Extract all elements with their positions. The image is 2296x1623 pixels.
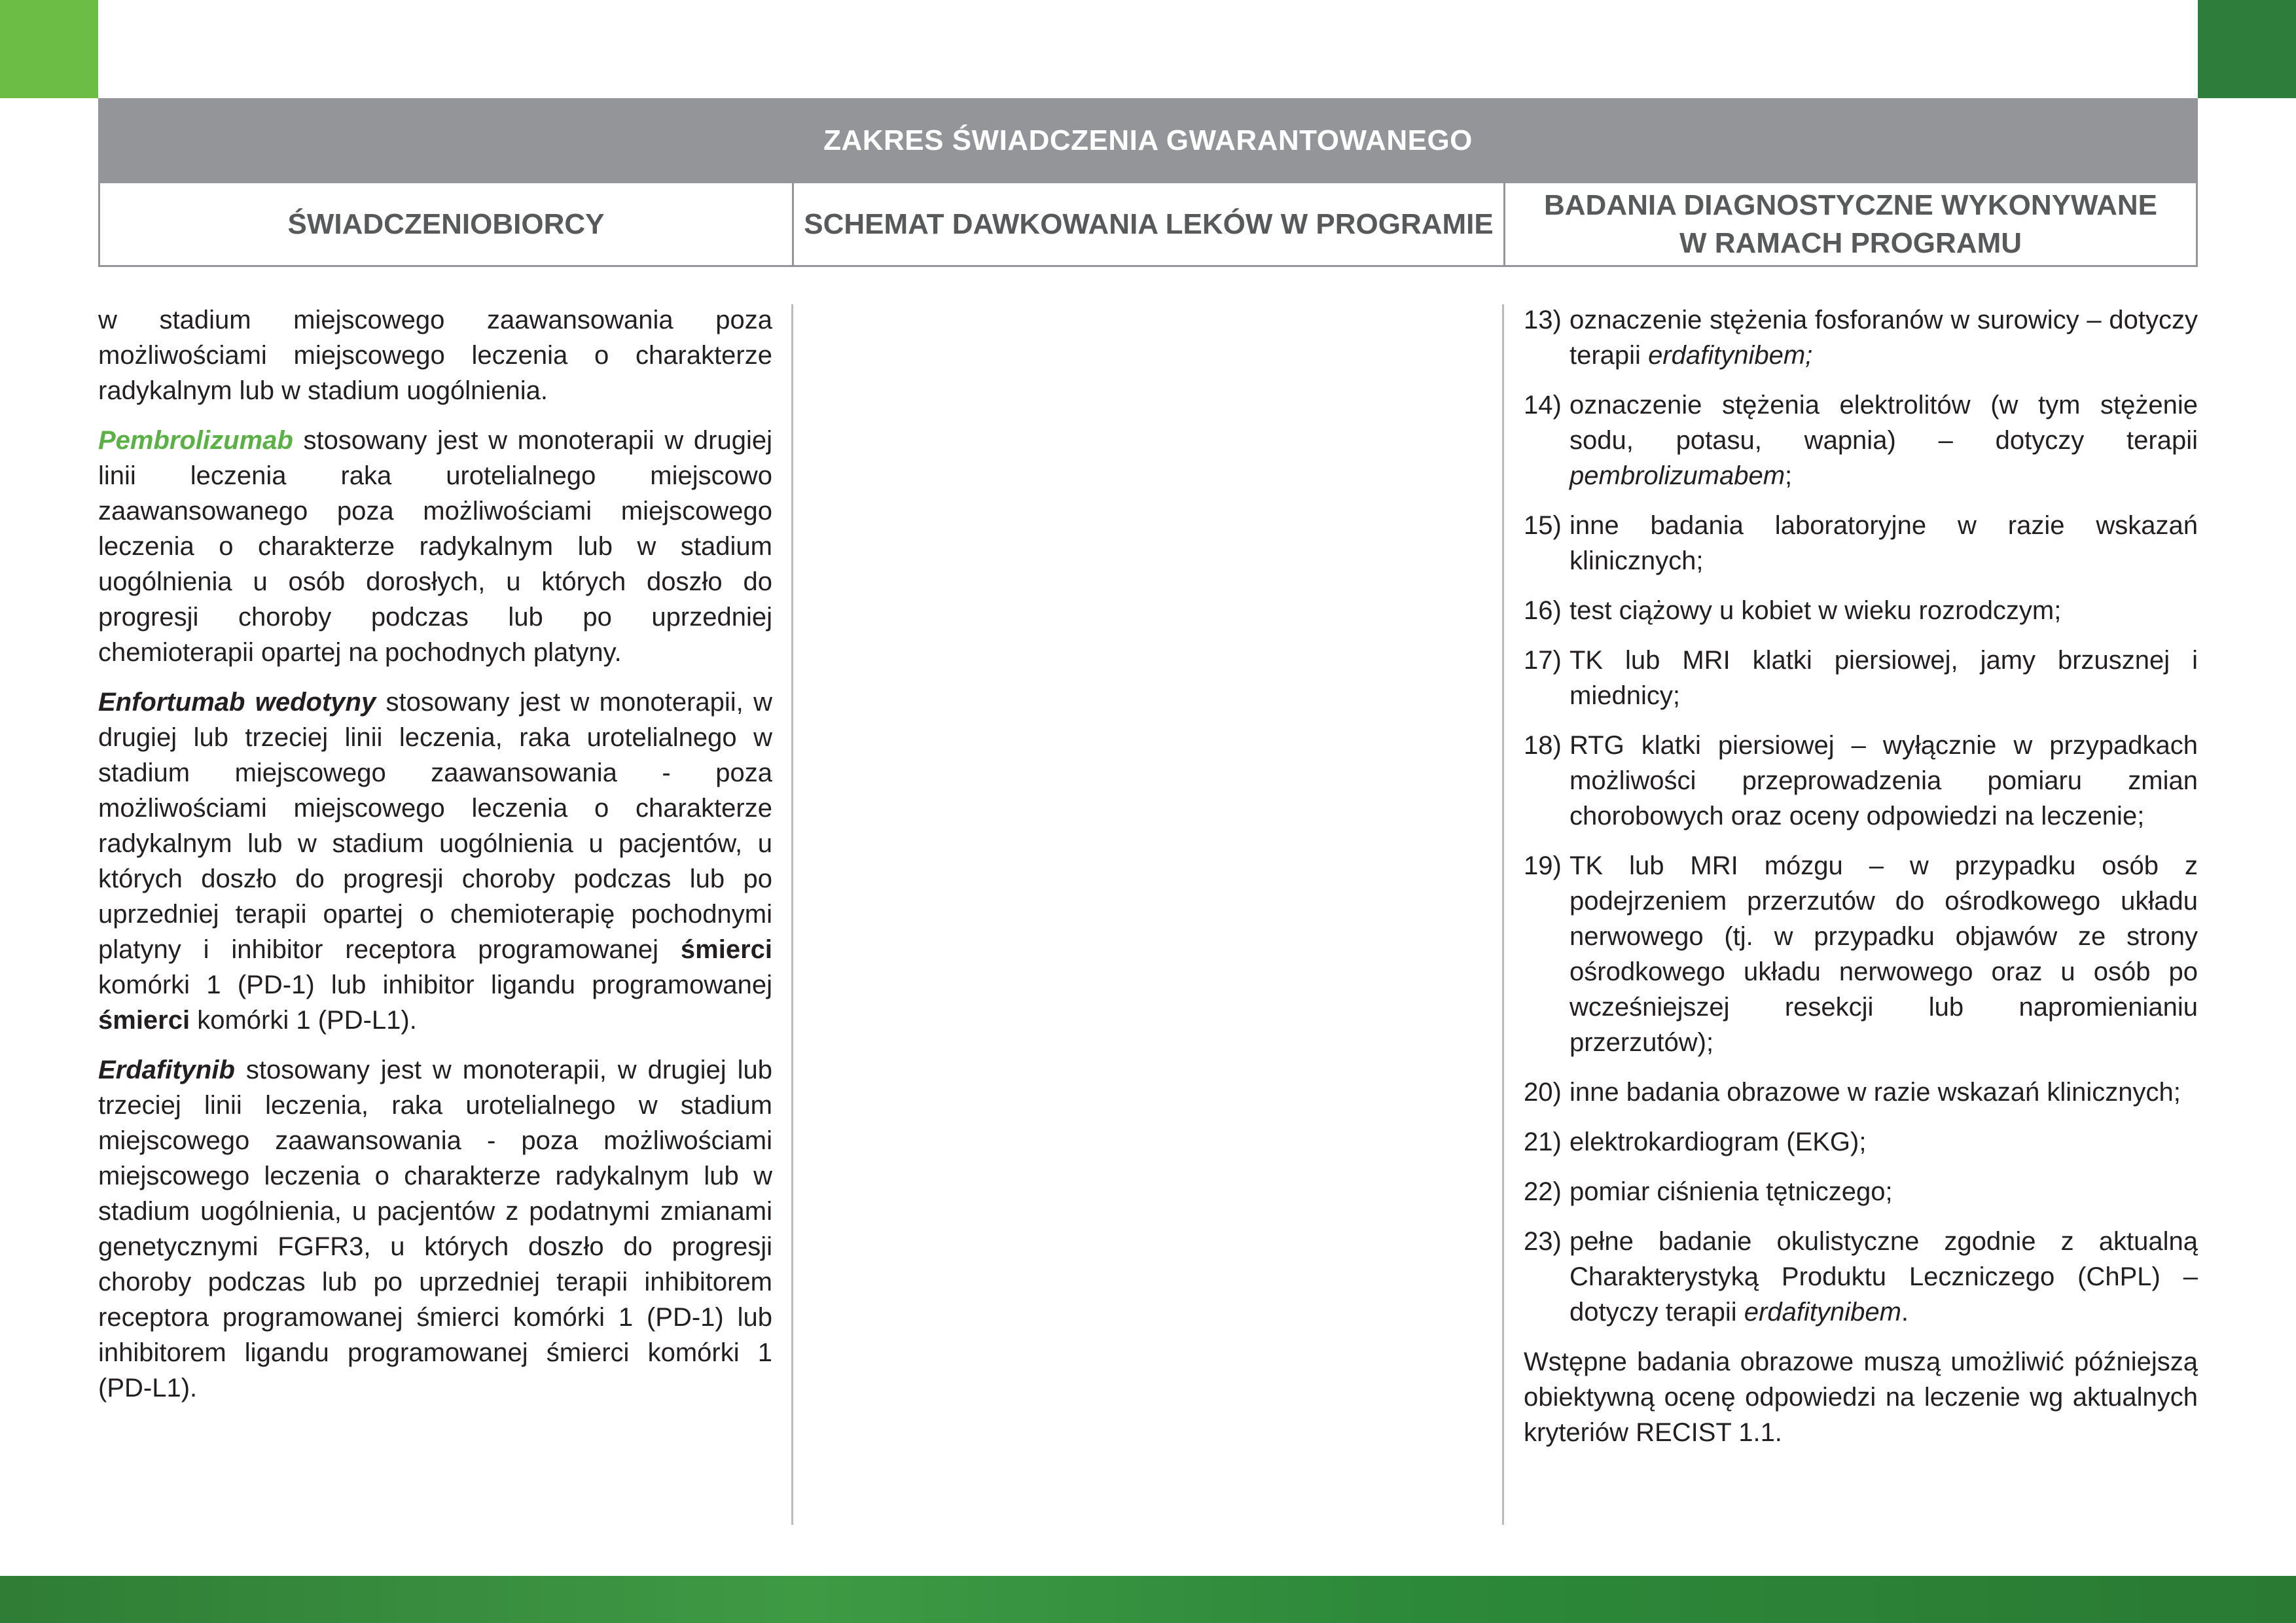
list-number: 14) bbox=[1524, 391, 1562, 419]
list-text: elektrokardiogram (EKG); bbox=[1570, 1128, 1867, 1156]
list-item bbox=[1524, 1124, 2198, 1160]
list-italic: erdafitynibem; bbox=[1648, 341, 1813, 370]
list-text: inne badania laboratoryjne w razie wskazań klinicznych; bbox=[1570, 511, 2198, 575]
list-item bbox=[1524, 508, 2198, 579]
column-headers bbox=[98, 183, 2198, 267]
drug-name-pembrolizumab: Pembrolizumab bbox=[98, 426, 293, 455]
list-item bbox=[1524, 302, 2198, 373]
list-text: inne badania obrazowe w razie wskazań klinicznych; bbox=[1570, 1078, 2181, 1107]
list-text: TK lub MRI mózgu – w przypadku osób z podejrzeniem przerzutów do ośrodkowego układu nerwowego (tj. w przypadku objawów ze strony ośrodkowego układu nerwowego oraz u osób po wcześniejszej resekcji lub napromienianiu przerzutów); bbox=[1570, 851, 2198, 1057]
list-item bbox=[1524, 1174, 2198, 1209]
list-text: pomiar ciśnienia tętniczego; bbox=[1570, 1177, 1893, 1206]
bold-term: śmierci bbox=[680, 935, 772, 964]
list-text: RTG klatki piersiowej – wyłącznie w przypadkach możliwości przeprowadzenia pomiaru zmian chorobowych oraz oceny odpowiedzi na leczenie; bbox=[1570, 731, 2198, 830]
list-number: 22) bbox=[1524, 1177, 1562, 1206]
list-text: oznaczenie stężenia elektrolitów (w tym stężenie sodu, potasu, wapnia) – dotyczy terapii bbox=[1570, 391, 2198, 455]
list-item bbox=[1524, 728, 2198, 834]
paragraph-text: stosowany jest w monoterapii, w drugiej lub trzeciej linii leczenia, raka urotelialnego w stadium miejscowego zaawansowania - poza możliwościami miejscowego leczenia o charakterze radykalnym lub w stadium uogólnienia u pacjentów, u których doszło do progresji choroby podczas lub po uprzedniej terapii opartej o chemioterapię pochodnymi platyny i inhibitor receptora programowanej bbox=[98, 688, 772, 964]
list-text: oznaczenie stężenia fosforanów w surowicy – dotyczy terapii bbox=[1570, 306, 2198, 370]
drug-name-erdafitynib: Erdafitynib bbox=[98, 1056, 235, 1084]
header-title: ZAKRES ŚWIADCZENIA GWARANTOWANEGO bbox=[98, 98, 2198, 183]
diagnostics-column bbox=[1524, 302, 2198, 1465]
list-item bbox=[1524, 1224, 2198, 1330]
column-header-dosage: SCHEMAT DAWKOWANIA LEKÓW W PROGRAMIE bbox=[794, 183, 1505, 265]
paragraph-text: stosowany jest w monoterapii w drugiej linii leczenia raka urotelialnego miejscowo zaawansowanego poza możliwościami miejscowego leczenia o charakterze radykalnym lub w stadium uogólnienia u osób dorosłych, u których doszło do progresji choroby podczas lub po uprzedniej chemioterapii opartej na pochodnych platyny. bbox=[98, 426, 772, 667]
list-item bbox=[1524, 1075, 2198, 1110]
list-number: 21) bbox=[1524, 1128, 1562, 1156]
list-text: pełne badanie okulistyczne zgodnie z aktualną Charakterystyką Produktu Leczniczego (ChPL) – dotyczy terapii bbox=[1570, 1227, 2198, 1327]
column-header-beneficiaries: ŚWIADCZENIOBIORCY bbox=[100, 183, 794, 265]
paragraph-text: stosowany jest w monoterapii, w drugiej lub trzeciej linii leczenia, raka urotelialnego w stadium miejscowego zaawansowania - poza możliwościami miejscowego leczenia o charakterze radykalnym lub w stadium uogólnienia, u pacjentów z podatnymi zmianami genetycznymi FGFR3, u których doszło do progresji choroby podczas lub po uprzedniej terapii inhibitorem receptora programowanej śmierci komórki 1 (PD-1) lub inhibitorem ligandu programowanej śmierci komórki 1 (PD-L1). bbox=[98, 1056, 772, 1402]
list-item bbox=[1524, 848, 2198, 1060]
closing-paragraph: Wstępne badania obrazowe muszą umożliwić późniejszą obiektywną ocenę odpowiedzi na leczenie wg aktualnych kryteriów RECIST 1.1. bbox=[1524, 1347, 2198, 1447]
list-number: 23) bbox=[1524, 1227, 1562, 1256]
list-italic: pembrolizumabem bbox=[1570, 461, 1785, 490]
beneficiaries-column bbox=[98, 302, 772, 1420]
paragraph-enfortumab bbox=[98, 685, 772, 1038]
corner-accent-left bbox=[0, 0, 98, 98]
list-number: 17) bbox=[1524, 646, 1562, 675]
list-number: 18) bbox=[1524, 731, 1562, 760]
column-header-diagnostics-line1: BADANIA DIAGNOSTYCZNE WYKONYWANE bbox=[1543, 188, 2158, 221]
corner-accent-right bbox=[2198, 0, 2296, 98]
column-divider-2 bbox=[1502, 304, 1504, 1525]
table-header bbox=[98, 98, 2198, 267]
list-number: 16) bbox=[1524, 596, 1562, 625]
footer-bar bbox=[0, 1576, 2296, 1623]
list-number: 15) bbox=[1524, 511, 1562, 540]
paragraph-erdafitynib bbox=[98, 1052, 772, 1406]
column-header-diagnostics-line2: W RAMACH PROGRAMU bbox=[1679, 226, 2022, 259]
list-italic: erdafitynibem bbox=[1744, 1298, 1901, 1327]
paragraph bbox=[98, 302, 772, 408]
list-item bbox=[1524, 643, 2198, 713]
column-header-diagnostics bbox=[1505, 183, 2196, 265]
list-number: 19) bbox=[1524, 851, 1562, 880]
column-divider-1 bbox=[791, 304, 793, 1525]
list-number: 20) bbox=[1524, 1078, 1562, 1107]
list-tail: ; bbox=[1785, 461, 1793, 490]
bold-term: śmierci bbox=[98, 1006, 190, 1035]
list-tail: . bbox=[1901, 1298, 1909, 1327]
list-text: test ciążowy u kobiet w wieku rozrodczym; bbox=[1570, 596, 2062, 625]
list-text: TK lub MRI klatki piersiowej, jamy brzusznej i miednicy; bbox=[1570, 646, 2198, 710]
list-item bbox=[1524, 593, 2198, 628]
list-number: 13) bbox=[1524, 306, 1562, 334]
list-item bbox=[1524, 387, 2198, 493]
paragraph-text: w stadium miejscowego zaawansowania poza możliwościami miejscowego leczenia o charakterze radykalnym lub w stadium uogólnienia. bbox=[98, 306, 772, 405]
paragraph-pembrolizumab bbox=[98, 423, 772, 670]
paragraph-text: komórki 1 (PD-1) lub inhibitor ligandu programowanej bbox=[98, 971, 772, 999]
drug-name-enfortumab: Enfortumab wedotyny bbox=[98, 688, 376, 717]
paragraph-text: komórki 1 (PD-L1). bbox=[190, 1006, 417, 1035]
